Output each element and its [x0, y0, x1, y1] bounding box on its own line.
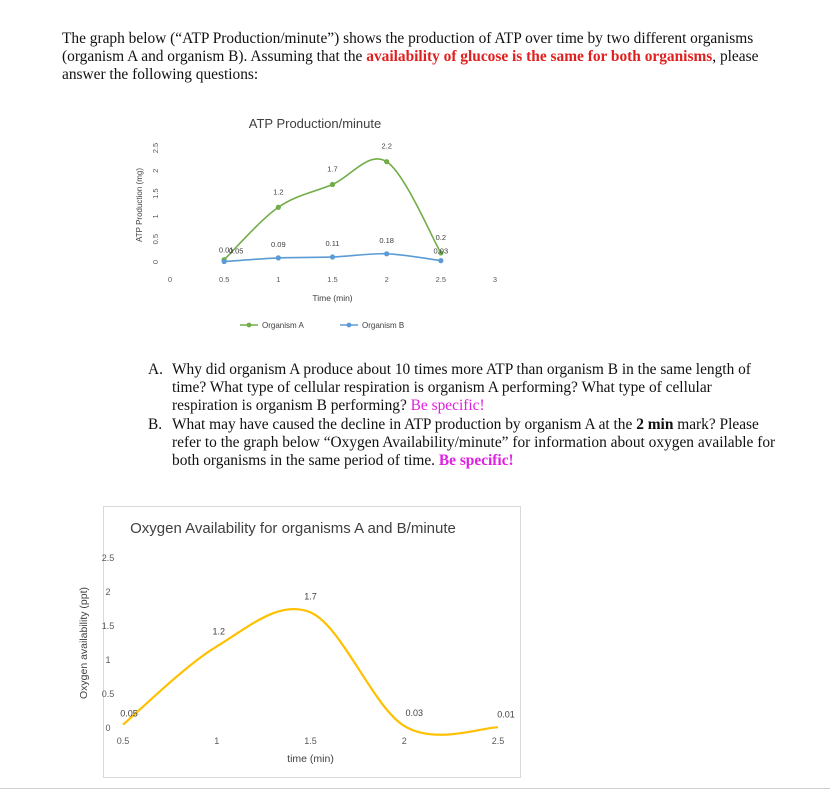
chart1-data-label-b: 0.11	[325, 238, 340, 248]
chart1-point-b	[276, 255, 281, 260]
chart1-point-b	[222, 259, 227, 264]
chart1-y-tick: 0.5	[151, 233, 160, 245]
chart1-title: ATP Production/minute	[248, 116, 382, 131]
chart1-data-label-b: 0.03	[433, 246, 449, 256]
question-a-text: Why did organism A produce about 10 times more ATP than organism B in the same length of time? What type of cellular respiration is organism A performing? What type of cellular respiration is organism B performing?	[172, 361, 751, 414]
chart1-point-b	[330, 254, 335, 259]
chart2-y-tick: 0.5	[101, 689, 115, 699]
chart2-data-label: 1.7	[304, 591, 317, 602]
intro-paragraph	[62, 30, 782, 84]
chart1-x-tick: 2	[384, 275, 389, 284]
page-bottom-divider	[0, 788, 830, 789]
chart1-data-label-b: 0.09	[271, 239, 286, 249]
chart2-y-tick: 1.5	[101, 621, 115, 631]
chart2-title: Oxygen Availability for organisms A and B/minute	[130, 520, 456, 537]
intro-text-1: The graph below (“ATP Production/minute”) shows the production of ATP over time by two different organisms (organism A and organism B). Assuming that the	[62, 30, 754, 65]
chart2-y-tick: 0	[105, 723, 111, 733]
chart2-data-label: 0.01	[497, 709, 515, 720]
intro-text-2: , please answer the following questions:	[62, 48, 759, 83]
chart1-y-tick: 0	[151, 259, 160, 265]
chart1-data-label-a: 1.2	[273, 187, 284, 197]
chart2-y-tick: 2.5	[101, 553, 115, 563]
chart1-x-tick: 1.5	[327, 275, 338, 284]
intro-highlight: availability of glucose is the same for both organisms	[366, 48, 713, 65]
question-a-label: A.	[148, 361, 163, 378]
chart2-data-label: 1.2	[212, 626, 226, 637]
chart2-y-tick: 2	[105, 587, 111, 597]
question-b-text-1: What may have caused the decline in ATP production by organism A at the	[172, 416, 637, 433]
chart1-point-b	[384, 251, 389, 256]
chart1-y-label: ATP Production (mg)	[135, 168, 144, 242]
question-b-label: B.	[148, 416, 163, 433]
chart2-y-tick: 1	[105, 655, 111, 665]
chart1-data-label-b: 0.18	[379, 235, 394, 245]
chart1-y-tick: 1	[151, 214, 160, 219]
chart1-point-a	[330, 182, 335, 187]
chart1-y-tick: 1.5	[151, 188, 160, 199]
chart2-series-line	[123, 609, 498, 735]
chart1-x-tick: 3	[492, 275, 498, 284]
chart2-x-tick: 2.5	[491, 736, 505, 746]
chart1-legend-label: Organism A	[262, 321, 304, 330]
chart1-x-tick: 2.5	[435, 275, 447, 284]
chart1-data-label-a: 2.2	[381, 141, 392, 151]
chart1-point-a	[384, 159, 389, 164]
chart2-x-label: time (min)	[287, 753, 334, 765]
chart1-y-tick: 2.5	[151, 142, 160, 154]
question-b-bold: 2 min	[636, 416, 674, 433]
chart1-point-b	[438, 258, 443, 263]
questions-list	[148, 361, 778, 471]
oxygen-availability-chart	[62, 507, 519, 777]
chart1-x-tick: 1	[276, 275, 281, 284]
chart1-legend-marker	[247, 323, 252, 328]
question-b	[148, 416, 778, 470]
atp-production-chart	[130, 108, 505, 343]
chart2-x-tick: 1	[214, 736, 220, 746]
chart2-x-tick: 2	[401, 736, 407, 746]
question-a	[148, 361, 778, 415]
chart1-x-tick: 0.5	[218, 275, 230, 284]
chart1-point-a	[276, 205, 281, 210]
chart1-data-label-b: 0.01	[218, 245, 234, 255]
chart2-x-tick: 0.5	[116, 736, 130, 746]
chart1-x-tick: 0	[167, 275, 173, 284]
chart1-data-label-a: 0.2	[435, 232, 447, 242]
question-b-text-2: mark? Please refer to the graph below “Oxygen Availability/minute” for information about oxygen available for both organisms in the same period of time.	[172, 416, 776, 469]
chart2-x-tick: 1.5	[304, 736, 317, 746]
chart1-legend-label: Organism B	[362, 321, 405, 330]
chart1-y-tick: 2	[151, 168, 160, 173]
chart2-data-label: 0.03	[405, 707, 424, 718]
chart1-x-label: Time (min)	[312, 293, 353, 303]
chart1-legend-marker	[347, 323, 352, 328]
chart1-data-label-a: 1.7	[327, 164, 338, 174]
chart2-y-label: Oxygen availability (ppt)	[78, 586, 90, 700]
question-b-emphasis: Be specific!	[438, 452, 514, 469]
chart2-data-label: 0.05	[120, 708, 138, 719]
question-a-emphasis: Be specific!	[410, 397, 485, 414]
chart1-data-label-a: 0.05	[228, 246, 244, 256]
